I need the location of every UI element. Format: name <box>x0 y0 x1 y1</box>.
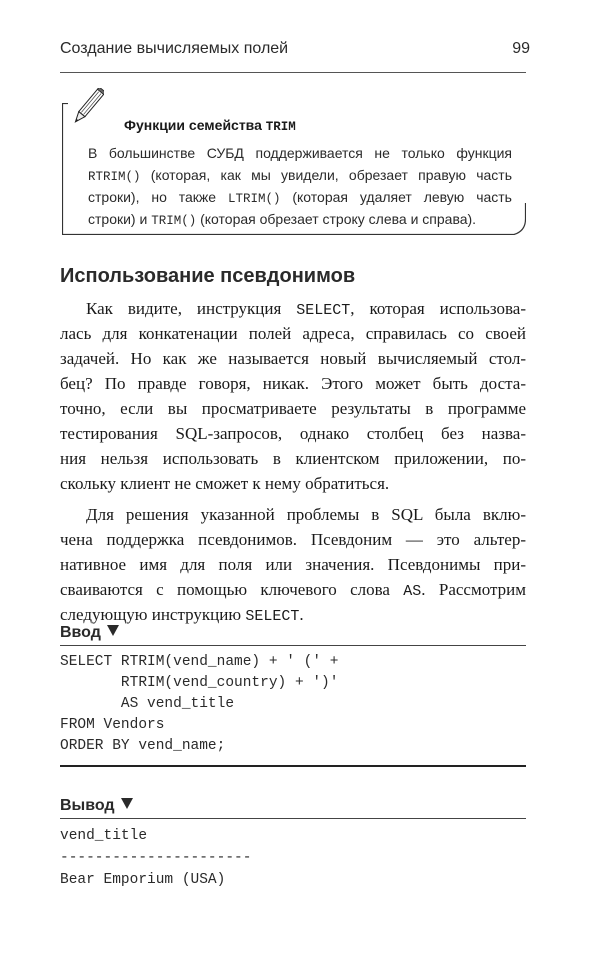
paragraph-line <box>60 449 526 469</box>
paragraph-line <box>86 505 526 525</box>
paragraph-line <box>86 299 526 319</box>
input-label: Ввод <box>60 624 119 642</box>
text-run: (которая, как мы увидели, обрезает правую часть <box>140 167 512 183</box>
input-bottom-rule <box>60 765 526 767</box>
input-top-rule <box>60 645 526 646</box>
note-line <box>88 145 512 161</box>
output-line: ---------------------- <box>60 850 252 866</box>
paragraph-line <box>60 324 526 344</box>
inline-code: SELECT <box>245 608 300 625</box>
inline-code: RTRIM() <box>88 170 141 184</box>
text-run: следующую инструкцию <box>60 605 246 624</box>
text-run: скольку клиент не сможет к нему обратиться. <box>60 474 390 493</box>
paragraph-line <box>60 374 526 394</box>
triangle-down-icon <box>121 798 133 809</box>
text-run: строки), но также <box>88 189 228 205</box>
paragraph-line <box>60 555 526 575</box>
section-heading: Использование псевдонимов <box>60 265 356 287</box>
output-top-rule <box>60 818 526 819</box>
note-line <box>88 167 512 184</box>
triangle-down-icon <box>107 625 119 636</box>
text-run: . <box>299 605 304 624</box>
output-line: Bear Emporium (USA) <box>60 872 226 888</box>
inline-code: AS <box>403 583 422 600</box>
text-run: задачей. Но как же называется новый вычисляемый стол- <box>60 349 526 368</box>
inline-code: LTRIM() <box>227 192 281 206</box>
note-line <box>88 211 476 228</box>
code-line: ORDER BY vend_name; <box>60 738 226 754</box>
paragraph-line <box>60 424 526 444</box>
text-run: ния нельзя использовать в клиентском приложении, по- <box>60 449 526 468</box>
text-run: , которая использова- <box>350 299 526 318</box>
text-run: Для решения указанной проблемы в SQL была вклю- <box>86 505 526 524</box>
page-number: 99 <box>512 40 530 57</box>
output-line: vend_title <box>60 828 148 844</box>
text-run: чена поддержка псевдонимов. Псевдоним — это альтер- <box>60 530 526 549</box>
output-label: Вывод <box>60 797 133 815</box>
inline-code: TRIM() <box>151 214 197 228</box>
pencil-icon <box>70 88 104 133</box>
paragraph-line <box>60 349 526 369</box>
paragraph-line <box>60 605 526 625</box>
text-run: Как видите, инструкция <box>86 299 297 318</box>
text-run: бец? По правде говоря, никак. Этого может быть доста- <box>60 374 526 393</box>
code-line: RTRIM(vend_country) + ')' <box>60 675 339 691</box>
text-run: нативное имя для поля или значения. Псевдонимы при- <box>60 555 526 574</box>
running-header-title: Создание вычисляемых полей <box>60 40 289 57</box>
code-line: AS vend_title <box>60 696 235 712</box>
paragraph-line <box>60 474 526 494</box>
paragraph-line <box>60 399 526 419</box>
text-run: В большинстве СУБД поддерживается не только функция <box>88 145 512 161</box>
header-rule <box>60 72 526 73</box>
code-line: FROM Vendors <box>60 717 165 733</box>
paragraph-line <box>60 580 526 600</box>
text-run: сваиваются с помощью ключевого слова <box>60 580 404 599</box>
text-run: (которая обрезает строку слева и справа). <box>196 211 477 227</box>
text-run: лась для конкатенации полей адреса, справилась со своей <box>60 324 526 343</box>
inline-code: SELECT <box>296 302 351 319</box>
code-line: SELECT RTRIM(vend_name) + ' (' + <box>60 654 339 670</box>
text-run: . Рассмотрим <box>421 580 526 599</box>
text-run: точно, если вы просматриваете результаты в программе <box>60 399 526 418</box>
text-run: строки) и <box>88 211 152 227</box>
note-title: Функции семейства TRIM <box>124 117 296 134</box>
paragraph-line <box>60 530 526 550</box>
note-line <box>88 189 512 206</box>
text-run: тестирования SQL-запросов, однако столбец без назва- <box>60 424 526 443</box>
text-run: (которая удаляет левую часть <box>280 189 512 205</box>
